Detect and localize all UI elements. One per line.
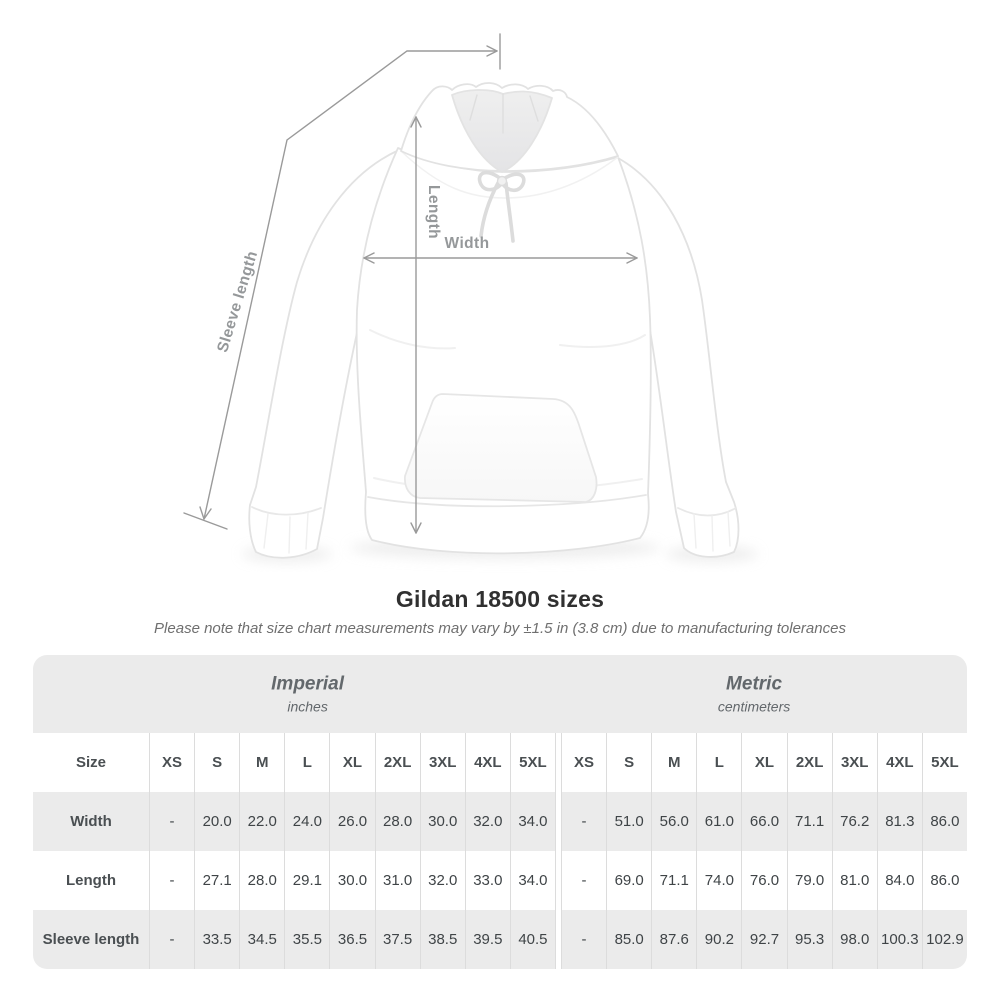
imperial-section-header <box>271 674 344 715</box>
metric-cell: - <box>561 910 606 969</box>
metric-cell: 95.3 <box>787 910 832 969</box>
metric-cell: 76.0 <box>741 851 786 910</box>
imperial-cell: 3XL <box>420 733 465 792</box>
hoodie-pocket <box>405 394 597 502</box>
row-label: Length <box>66 872 116 889</box>
imperial-cell: S <box>194 733 239 792</box>
hoodie-illustration <box>249 83 738 558</box>
metric-cell: 98.0 <box>832 910 877 969</box>
metric-cell: S <box>606 733 651 792</box>
metric-cell: - <box>561 851 606 910</box>
metric-cell: 4XL <box>877 733 922 792</box>
metric-cell: 71.1 <box>787 792 832 851</box>
length-label: Length <box>425 184 442 240</box>
imperial-cell: M <box>239 733 284 792</box>
row-label: Width <box>70 813 112 830</box>
metric-cell: XL <box>741 733 786 792</box>
metric-cell: 76.2 <box>832 792 877 851</box>
imperial-cell: 34.0 <box>510 792 555 851</box>
imperial-cell: 37.5 <box>375 910 420 969</box>
imperial-cell: 22.0 <box>239 792 284 851</box>
metric-label: Metric <box>726 673 783 695</box>
metric-cell: 84.0 <box>877 851 922 910</box>
metric-cell: 56.0 <box>651 792 696 851</box>
page-title: Gildan 18500 sizes <box>395 586 605 612</box>
metric-cell: XS <box>561 733 606 792</box>
metric-cell: 3XL <box>832 733 877 792</box>
imperial-cell: 29.1 <box>284 851 329 910</box>
row-label: Size <box>75 754 106 771</box>
metric-cell: 51.0 <box>606 792 651 851</box>
imperial-cell: - <box>149 792 194 851</box>
metric-section-header <box>718 674 790 715</box>
metric-cell: 92.7 <box>741 910 786 969</box>
imperial-cell: 39.5 <box>465 910 510 969</box>
metric-cell: 81.3 <box>877 792 922 851</box>
imperial-cell: 4XL <box>465 733 510 792</box>
imperial-cell: 30.0 <box>420 792 465 851</box>
imperial-cell: 32.0 <box>465 792 510 851</box>
imperial-cell: 28.0 <box>239 851 284 910</box>
imperial-cell: XL <box>329 733 374 792</box>
metric-cell: 2XL <box>787 733 832 792</box>
imperial-cell: 2XL <box>375 733 420 792</box>
imperial-cell: XS <box>149 733 194 792</box>
sleeve-length-label: Sleeve length <box>214 248 262 355</box>
table-header <box>33 655 967 733</box>
imperial-cell: - <box>149 851 194 910</box>
row-label: Sleeve length <box>42 931 140 948</box>
metric-cell: 86.0 <box>922 851 967 910</box>
imperial-label: Imperial <box>271 673 345 695</box>
imperial-cell: 33.0 <box>465 851 510 910</box>
metric-unit-label: centimeters <box>717 698 791 715</box>
metric-cell: L <box>696 733 741 792</box>
imperial-cell: L <box>284 733 329 792</box>
imperial-cell: 20.0 <box>194 792 239 851</box>
imperial-cell: 40.5 <box>510 910 555 969</box>
imperial-cell: 30.0 <box>329 851 374 910</box>
imperial-cell: 38.5 <box>420 910 465 969</box>
metric-cell: 100.3 <box>877 910 922 969</box>
imperial-cell: 28.0 <box>375 792 420 851</box>
metric-cell: 71.1 <box>651 851 696 910</box>
metric-cell: 85.0 <box>606 910 651 969</box>
tolerance-note: Please note that size chart measurements may vary by ±1.5 in (3.8 cm) due to manufacturing tolerances <box>154 620 846 637</box>
table-row <box>33 851 967 910</box>
imperial-unit-label: inches <box>287 698 328 715</box>
metric-cell: 61.0 <box>696 792 741 851</box>
metric-cell: 87.6 <box>651 910 696 969</box>
imperial-cell: 24.0 <box>284 792 329 851</box>
metric-cell: 90.2 <box>696 910 741 969</box>
metric-cell: 66.0 <box>741 792 786 851</box>
imperial-cell: 35.5 <box>284 910 329 969</box>
metric-cell: - <box>561 792 606 851</box>
imperial-cell: 5XL <box>510 733 555 792</box>
metric-cell: 81.0 <box>832 851 877 910</box>
imperial-cell: - <box>149 910 194 969</box>
metric-cell: 69.0 <box>606 851 651 910</box>
size-chart-table <box>33 655 967 969</box>
imperial-cell: 34.0 <box>510 851 555 910</box>
metric-cell: 74.0 <box>696 851 741 910</box>
metric-cell: M <box>651 733 696 792</box>
width-label: Width <box>444 235 490 252</box>
table-body <box>33 733 967 969</box>
imperial-cell: 27.1 <box>194 851 239 910</box>
metric-cell: 79.0 <box>787 851 832 910</box>
metric-cell: 5XL <box>922 733 967 792</box>
imperial-cell: 32.0 <box>420 851 465 910</box>
imperial-cell: 31.0 <box>375 851 420 910</box>
imperial-cell: 36.5 <box>329 910 374 969</box>
imperial-cell: 26.0 <box>329 792 374 851</box>
imperial-cell: 34.5 <box>239 910 284 969</box>
metric-cell: 86.0 <box>922 792 967 851</box>
table-row <box>33 910 967 969</box>
imperial-cell: 33.5 <box>194 910 239 969</box>
size-header-row <box>33 733 967 792</box>
metric-cell: 102.9 <box>922 910 967 969</box>
table-row <box>33 792 967 851</box>
